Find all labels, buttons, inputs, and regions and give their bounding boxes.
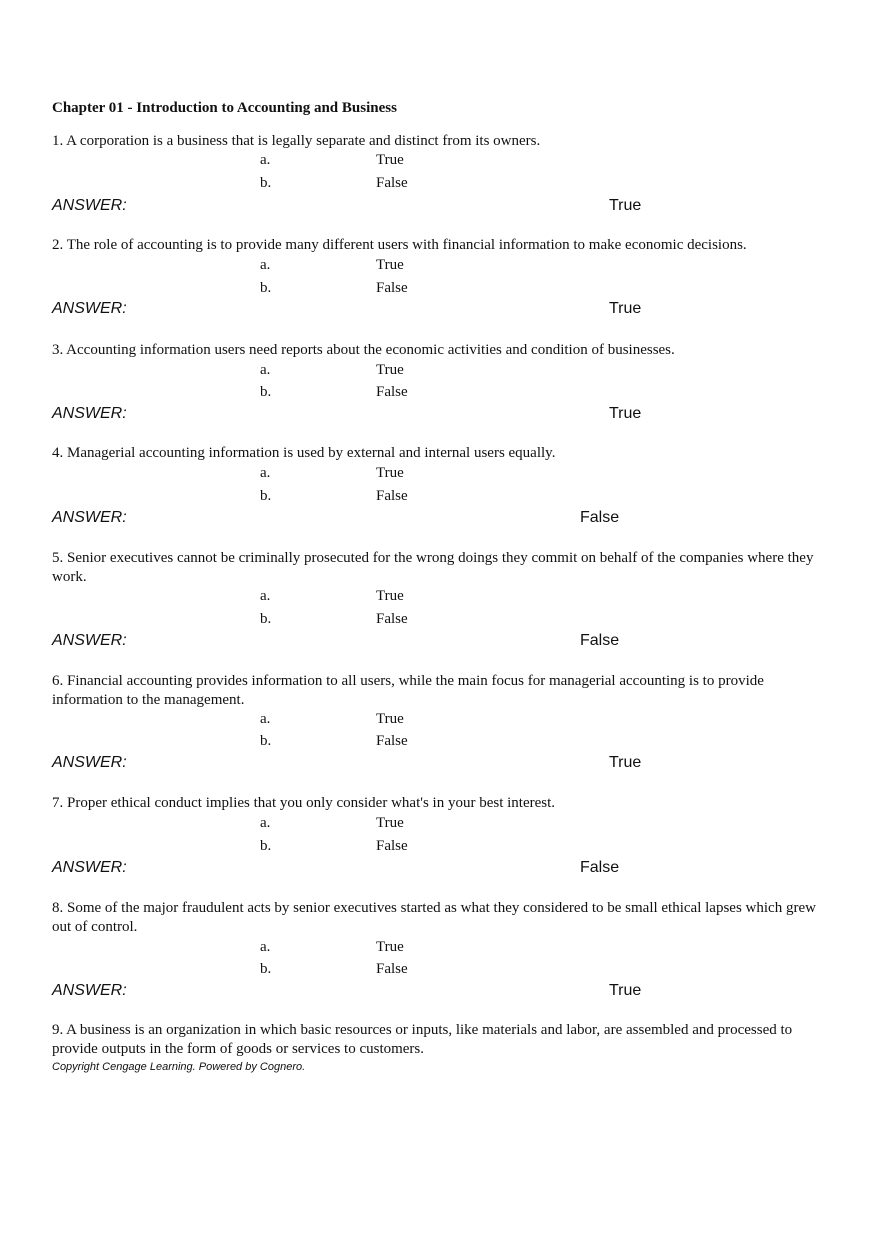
answer-label: ANSWER: [52,405,127,422]
answer-label: ANSWER: [52,859,127,876]
copyright-footer: Copyright Cengage Learning. Powered by Cognero. [52,1061,306,1073]
question-5 [52,549,832,649]
option-b-value: False [376,488,408,504]
answer-label: ANSWER: [52,754,127,771]
option-b-value: False [376,961,408,977]
question-text: 3. Accounting information users need reports about the economic activities and condition of businesses. [52,342,675,358]
answer-value: True [609,300,642,317]
question-6 [52,672,832,771]
option-b-letter: b. [260,175,272,191]
answer-label: ANSWER: [52,982,127,999]
answer-value: False [580,509,620,526]
option-b-letter: b. [260,280,272,296]
option-a-value: True [376,362,404,378]
answer-value: False [580,632,620,649]
question-text: 2. The role of accounting is to provide many different users with financial information to make economic decisions. [52,237,747,253]
option-a-letter: a. [260,815,271,831]
question-text: 4. Managerial accounting information is used by external and internal users equally. [52,445,556,461]
option-a-value: True [376,465,404,481]
question-2 [52,236,832,317]
question-text: 6. Financial accounting provides information to all users, while the main focus for managerial accounting is to provide information to the management. [52,673,764,708]
answer-value: True [609,197,642,214]
option-a-letter: a. [260,939,271,955]
option-a-value: True [376,711,404,727]
option-b-value: False [376,280,408,296]
option-b-letter: b. [260,838,272,854]
question-8 [52,899,832,999]
option-b-letter: b. [260,733,272,749]
question-3 [52,341,832,422]
answer-label: ANSWER: [52,300,127,317]
question-9 [52,1021,832,1059]
question-text: 8. Some of the major fraudulent acts by senior executives started as what they considered to be small ethical lapses which grew out of control. [52,900,816,935]
option-b-value: False [376,384,408,400]
answer-label: ANSWER: [52,509,127,526]
option-b-letter: b. [260,384,272,400]
question-text: 9. A business is an organization in which basic resources or inputs, like materials and labor, are assembled and processed to provide outputs in the form of goods or services to customers. [52,1022,793,1057]
question-4 [52,444,832,526]
option-b-letter: b. [260,488,272,504]
option-a-letter: a. [260,257,271,273]
option-a-value: True [376,815,404,831]
question-1 [52,132,832,214]
option-a-letter: a. [260,152,271,168]
answer-value: True [609,754,642,771]
option-a-letter: a. [260,711,271,727]
question-text: 7. Proper ethical conduct implies that you only consider what's in your best interest. [52,795,556,811]
option-a-value: True [376,152,404,168]
option-a-value: True [376,257,404,273]
answer-value: True [609,405,642,422]
answer-value: True [609,982,642,999]
option-a-value: True [376,588,404,604]
option-b-value: False [376,733,408,749]
answer-value: False [580,859,620,876]
option-b-value: False [376,838,408,854]
answer-label: ANSWER: [52,632,127,649]
option-b-letter: b. [260,611,272,627]
question-text: 1. A corporation is a business that is legally separate and distinct from its owners. [52,133,541,149]
question-7 [52,794,832,876]
option-a-value: True [376,939,404,955]
option-b-letter: b. [260,961,272,977]
option-a-letter: a. [260,588,271,604]
option-a-letter: a. [260,362,271,378]
answer-label: ANSWER: [52,197,127,214]
option-b-value: False [376,611,408,627]
option-b-value: False [376,175,408,191]
page-title: Chapter 01 - Introduction to Accounting and Business [52,100,397,116]
option-a-letter: a. [260,465,271,481]
question-text: 5. Senior executives cannot be criminally prosecuted for the wrong doings they commit on behalf of the companies where they work. [52,550,814,585]
